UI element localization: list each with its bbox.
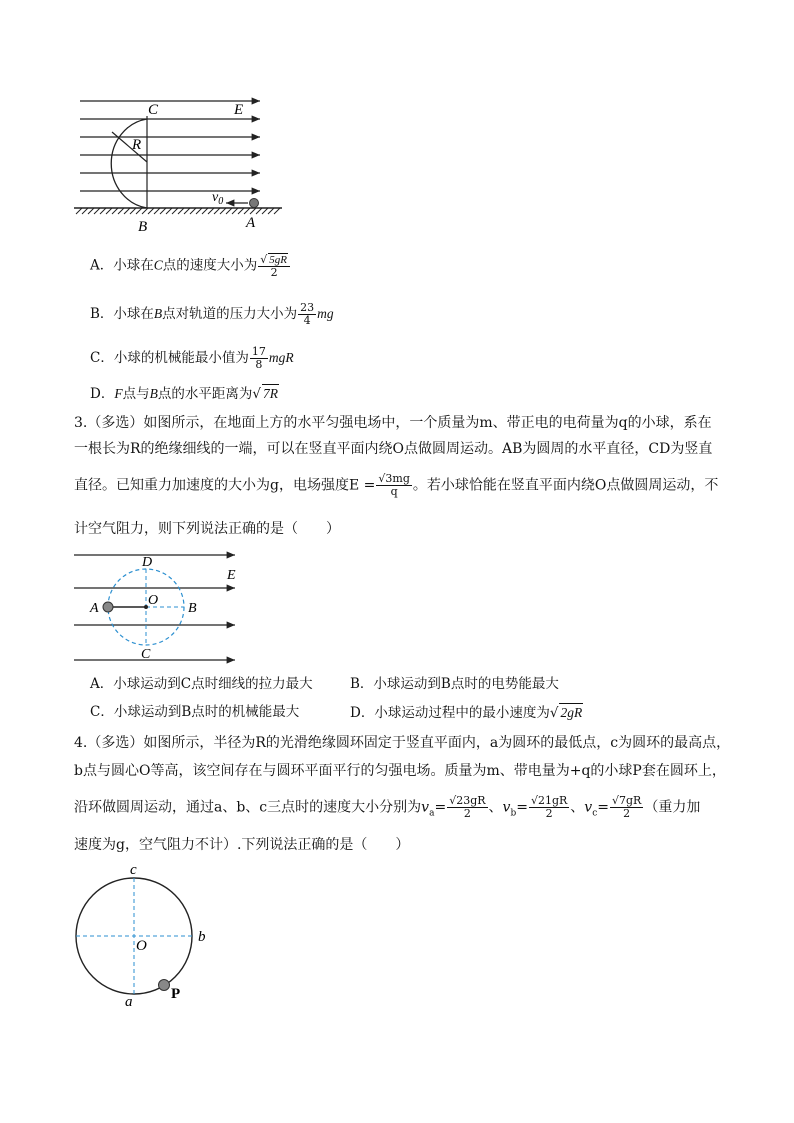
label-a: a — [125, 994, 133, 1010]
label-C-q3: C — [141, 647, 151, 662]
q4-line-2: b点与圆心O等高，该空间存在与圆环平面平行的匀强电场。质量为m、带电量为+q的小球P套在圆环上， — [74, 763, 726, 779]
label-O: O — [148, 593, 159, 608]
label-B: B — [138, 219, 148, 235]
label-C: C — [148, 102, 159, 118]
q3-option-C[interactable]: C．小球运动到B点时的机械能最大 — [90, 704, 300, 720]
ball-A — [250, 199, 259, 208]
label-A: A — [246, 215, 256, 231]
fraction: $\frac{√ 5gR}{2}$ — [258, 253, 290, 279]
label-v0: $v_0$ — [212, 190, 224, 207]
q3-line-2: 一根长为R的绝缘细线的一端，可以在竖直平面内绕O点做圆周运动。AB为圆周的水平直径，CD为竖直 — [74, 441, 713, 457]
label-B-q3: B — [188, 601, 197, 616]
q2-option-B[interactable]: B．小球在B点对轨道的压力大小为 $\frac{23}{4}$ mg — [90, 301, 334, 327]
fraction: $\frac{23}{4}$ — [300, 301, 315, 327]
q4-line-4: 速度为g，空气阻力不计）.下列说法正确的是（ ） — [74, 837, 410, 853]
q3-line-1: 3.（多选）如图所示，在地面上方的水平匀强电场中，一个质量为m、带正电的电荷量为q的小球，系在 — [74, 415, 712, 431]
label-R: R — [132, 137, 142, 153]
q3-line-3: 直径。已知重力加速度的大小为g，电场强度E = $\frac{√3mg}{q}$ 。若小球恰能在竖直平面内绕O点做圆周运动，不 — [74, 472, 719, 498]
q3-option-A[interactable]: A．小球运动到C点时细线的拉力最大 — [90, 676, 313, 692]
label-E-q3: E — [227, 568, 236, 583]
q3-line-4: 计空气阻力，则下列说法正确的是（ ） — [74, 521, 340, 537]
figure-q3 — [70, 545, 245, 670]
ball-P — [159, 980, 170, 991]
field-lines — [80, 101, 260, 191]
q4-line-1: 4.（多选）如图所示，半径为R的光滑绝缘圆环固定于竖直平面内，a为圆环的最低点，c为圆环的最高点， — [74, 735, 731, 751]
label-c: c — [130, 862, 137, 878]
q3-option-D[interactable]: D．小球运动过程中的最小速度为√ 2gR — [350, 705, 583, 721]
label-O-q4: O — [136, 938, 147, 954]
label-E: E — [234, 102, 244, 118]
semicircle-track — [111, 119, 147, 208]
label-P: P — [171, 986, 181, 1002]
q2-option-A[interactable]: A．小球在C点的速度大小为 $\frac{√ 5gR}{2}$ — [90, 253, 291, 279]
label-A-q3: A — [90, 601, 99, 616]
q2-option-D[interactable]: D．F点与B点的水平距离为√ 7R — [90, 386, 278, 402]
label-D: D — [142, 555, 153, 570]
ball-A-q3 — [103, 602, 113, 612]
q3-option-B[interactable]: B．小球运动到B点时的电势能最大 — [350, 676, 559, 692]
figure-q4 — [70, 860, 220, 1010]
ground-hatch — [74, 208, 282, 214]
q2-option-C[interactable]: C．小球的机械能最小值为 $\frac{17}{8}$ mgR — [90, 345, 294, 371]
label-b: b — [198, 929, 206, 945]
figure-1 — [70, 90, 290, 240]
fraction: $\frac{17}{8}$ — [251, 345, 266, 371]
q4-line-3: 沿环做圆周运动，通过a、b、c三点时的速度大小分别为$v_a=$ $\frac{√23gR}{2}$ 、$v_b=$ $\frac{√21gR}{2}$ 、$v_c=$ $\frac{√7gR}{2}$ （重力加 — [74, 794, 701, 820]
